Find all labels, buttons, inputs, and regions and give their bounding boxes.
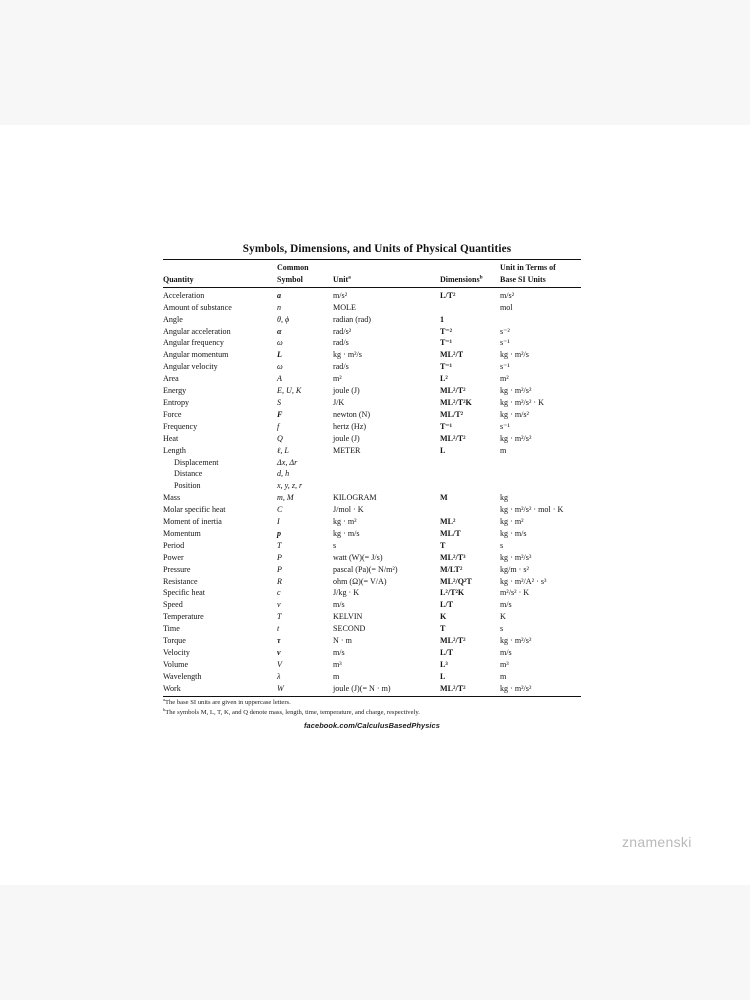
cell-dimensions: L²/T²K [440, 588, 465, 598]
cell-symbol: n [277, 302, 282, 312]
cell-dimensions: T⁻¹ [440, 362, 453, 372]
cell-dimensions: ML/T [440, 528, 461, 538]
cell-quantity: Wavelength [163, 671, 202, 681]
cell-dimensions: L³ [440, 659, 448, 669]
header-si-line1: Unit in Terms of [500, 263, 556, 272]
header-spacer-dimensions [440, 261, 500, 274]
cell-quantity: Power [163, 552, 184, 562]
cell-symbol: Δx, Δr⃗ [277, 457, 304, 467]
attribution-link[interactable]: facebook.com/CalculusBasedPhysics [304, 720, 440, 730]
table-title: Symbols, Dimensions, and Units of Physical Quantities [242, 243, 512, 255]
table-row [163, 623, 581, 635]
cell-si-unit: kg · m²/s² · mol · K [500, 505, 564, 515]
cell-quantity: Work [163, 683, 277, 696]
table-row [163, 599, 581, 611]
cell-si-unit: s⁻² [500, 326, 510, 336]
header-row-lower [163, 274, 581, 287]
cell-si-unit: s⁻¹ [500, 362, 510, 372]
cell-symbol: λ [277, 671, 281, 681]
cell-symbol: V [277, 659, 282, 669]
cell-symbol: v⃗ [277, 648, 287, 657]
cell-symbol: P [277, 552, 282, 562]
table-row [163, 457, 581, 469]
cell-quantity: Energy [163, 386, 187, 396]
header-common: Common [277, 263, 309, 272]
cell-quantity: Velocity [163, 648, 190, 657]
cell-si-unit [500, 457, 581, 469]
cell-si-unit: mol [500, 302, 513, 312]
cell-dimensions: T⁻¹ [440, 421, 453, 431]
cell-unit: MOLE [333, 302, 356, 312]
cell-si-unit: kg [500, 493, 509, 503]
cell-dimensions: ML/T² [440, 409, 464, 419]
cell-symbol: T [277, 540, 282, 550]
table-row [163, 385, 581, 397]
table-row [163, 647, 581, 659]
cell-symbol: x, y, z, r⃗ [277, 481, 309, 491]
cell-dimensions: 1 [440, 314, 445, 324]
cell-unit: kg · m²/s [333, 350, 362, 360]
cell-unit: m² [333, 374, 342, 384]
table-row [163, 516, 581, 528]
table-row [163, 373, 581, 385]
cell-si-unit: kg · m²/s³ [500, 552, 532, 562]
cell-quantity: Angular velocity [163, 362, 218, 372]
cell-si-unit: m [500, 671, 507, 681]
cell-symbol: C [277, 505, 283, 515]
table-row [163, 349, 581, 361]
table-row [163, 528, 581, 540]
table-row [163, 576, 581, 588]
cell-symbol: T [277, 612, 282, 622]
cell-unit: KILOGRAM [333, 493, 377, 503]
cell-si-unit: kg · m²/s² · K [500, 397, 544, 407]
cell-quantity: Length [163, 445, 186, 455]
cell-symbol: S [277, 397, 282, 407]
cell-unit: J/mol · K [333, 505, 364, 515]
cell-unit: METER [333, 445, 361, 455]
cell-si-unit: m [500, 445, 507, 455]
cell-symbol: θ, ϕ [277, 314, 290, 324]
table-row [163, 287, 581, 301]
cell-dimensions: ML²/T² [440, 636, 466, 646]
cell-symbol: c [277, 588, 281, 598]
cell-si-unit: s⁻¹ [500, 338, 510, 348]
table-header [163, 260, 581, 288]
cell-dimensions: T [440, 540, 446, 550]
top-background-band [0, 0, 750, 125]
header-quantity: Quantity [163, 274, 277, 287]
table-row [163, 302, 581, 314]
cell-dimensions: L/T [440, 600, 454, 610]
cell-dimensions: T⁻¹ [440, 338, 453, 348]
cell-unit: joule (J)(= N · m) [333, 683, 440, 696]
cell-unit: kg · m² [333, 517, 357, 527]
cell-dimensions: ML²/Q²T [440, 576, 472, 586]
cell-quantity: Angular momentum [163, 350, 229, 360]
cell-symbol: p⃗ [277, 528, 288, 538]
cell-unit: N · m [333, 636, 352, 646]
cell-symbol: ℓ, L [277, 445, 289, 455]
header-symbol: Symbol [277, 274, 333, 287]
cell-si-unit: K [500, 612, 506, 622]
cell-unit [333, 480, 440, 492]
cell-dimensions: L [440, 671, 446, 681]
cell-unit: hertz (Hz) [333, 421, 367, 431]
cell-unit: KELVIN [333, 612, 363, 622]
cell-si-unit: kg · m² [500, 517, 524, 527]
cell-unit: m/s [333, 600, 345, 610]
cell-symbol: R [277, 576, 282, 586]
cell-si-unit: m³ [500, 659, 509, 669]
cell-si-unit: kg · m/s [500, 528, 527, 538]
table-row [163, 468, 581, 480]
cell-symbol: F⃗ [277, 409, 289, 419]
cell-unit: watt (W)(= J/s) [333, 552, 383, 562]
table-row [163, 683, 581, 696]
footnote-b-marker: b [163, 706, 166, 712]
cell-dimensions [440, 504, 500, 516]
header-unit-label: Unit [333, 274, 349, 284]
cell-unit: kg · m/s [333, 528, 360, 538]
document-sheet [0, 125, 750, 885]
cell-quantity: Volume [163, 659, 189, 669]
cell-si-unit: kg · m²/A² · s³ [500, 576, 547, 586]
cell-si-unit [500, 480, 581, 492]
cell-quantity-indented: Distance [174, 469, 203, 479]
cell-si-unit [500, 468, 581, 480]
cell-symbol: a⃗ [277, 290, 288, 300]
cell-quantity: Amount of substance [163, 302, 232, 312]
cell-unit: pascal (Pa)(= N/m²) [333, 564, 398, 574]
footnote-a-text: The base SI units are given in uppercase letters. [164, 698, 291, 706]
cell-si-unit: kg · m²/s² [500, 683, 581, 696]
cell-quantity: Specific heat [163, 588, 206, 598]
cell-unit: J/K [333, 397, 345, 407]
cell-dimensions: ML²/T²K [440, 397, 472, 407]
header-dimensions-footnote-marker: b [479, 274, 483, 281]
table-row [163, 361, 581, 373]
cell-quantity: Entropy [163, 397, 190, 407]
cell-quantity: Force [163, 409, 182, 419]
cell-symbol: v [277, 600, 281, 610]
cell-si-unit: kg · m²/s² [500, 433, 532, 443]
cell-quantity: Temperature [163, 612, 204, 622]
cell-si-unit: kg · m²/s [500, 350, 529, 360]
cell-quantity: Frequency [163, 421, 198, 431]
cell-dimensions: L/T [440, 648, 454, 657]
header-spacer-unit [333, 261, 440, 274]
cell-symbol: Q [277, 433, 283, 443]
table-row [163, 480, 581, 492]
cell-quantity: Moment of inertia [163, 517, 222, 527]
cell-quantity: Angle [163, 314, 183, 324]
cell-dimensions [440, 457, 500, 469]
cell-unit: ohm (Ω)(= V/A) [333, 576, 387, 586]
cell-si-unit: kg · m²/s² [500, 636, 532, 646]
cell-symbol: t [277, 624, 280, 634]
cell-dimensions: M [440, 493, 448, 503]
cell-symbol: τ⃗ [277, 636, 287, 646]
table-row [163, 552, 581, 564]
cell-unit: joule (J) [333, 433, 360, 443]
cell-unit: SECOND [333, 624, 366, 634]
cell-symbol: α⃗ [277, 326, 288, 336]
table-row [163, 397, 581, 409]
header-dimensions [440, 274, 500, 287]
cell-quantity: Pressure [163, 564, 191, 574]
cell-symbol: P [277, 564, 282, 574]
cell-quantity: Torque [163, 636, 186, 646]
cell-dimensions [440, 468, 500, 480]
cell-dimensions: T [440, 624, 446, 634]
cell-unit: newton (N) [333, 409, 371, 419]
cell-dimensions: L² [440, 374, 448, 384]
table-row [163, 671, 581, 683]
cell-dimensions: L/T² [440, 290, 456, 300]
header-row-upper [163, 261, 581, 274]
table-row [163, 421, 581, 433]
cell-unit: rad/s [333, 362, 349, 372]
cell-si-unit: kg · m/s² [500, 409, 529, 419]
footnote-b [163, 708, 581, 718]
cell-unit: rad/s² [333, 326, 352, 336]
cell-symbol: ω [277, 338, 283, 348]
cell-unit: m/s² [333, 290, 348, 300]
cell-unit: m³ [333, 659, 342, 669]
header-dimensions-label: Dimensions [440, 274, 480, 284]
header-si-line2: Base SI Units [500, 274, 581, 287]
cell-si-unit: kg/m · s² [500, 564, 529, 574]
table-body [163, 287, 581, 696]
cell-symbol: A [277, 374, 282, 384]
cell-dimensions: T⁻² [440, 326, 453, 336]
table-row [163, 504, 581, 516]
cell-dimensions: M/LT² [440, 564, 463, 574]
watermark: znamenski [622, 834, 692, 850]
cell-quantity: Momentum [163, 528, 201, 538]
table-row [163, 564, 581, 576]
cell-dimensions: ML²/T² [440, 386, 466, 396]
cell-unit [333, 457, 440, 469]
table-row [163, 433, 581, 445]
cell-unit [333, 468, 440, 480]
cell-si-unit: s [500, 624, 504, 634]
cell-unit: m/s [333, 648, 345, 657]
cell-symbol: d, h [277, 469, 290, 479]
header-unit-footnote-marker: a [348, 274, 351, 281]
cell-unit: rad/s [333, 338, 349, 348]
table-row [163, 659, 581, 671]
header-unit [333, 274, 440, 287]
cell-si-unit: m²/s² · K [500, 588, 530, 598]
cell-quantity: Speed [163, 600, 183, 610]
cell-dimensions [440, 480, 500, 492]
footnote-a [163, 698, 581, 708]
cell-si-unit [500, 314, 581, 326]
table-row [163, 587, 581, 599]
cell-unit: m [333, 671, 340, 681]
cell-si-unit: m/s [500, 648, 512, 657]
cell-symbol: L⃗ [277, 350, 289, 360]
cell-dimensions: ML²/T³ [440, 552, 466, 562]
header-spacer-quantity [163, 261, 277, 274]
cell-dimensions: ML² [440, 517, 456, 527]
cell-quantity: Time [163, 624, 180, 634]
cell-quantity: Molar specific heat [163, 505, 226, 515]
footnote-a-marker: a [163, 696, 165, 702]
cell-quantity-indented: Displacement [174, 457, 219, 467]
cell-quantity: Resistance [163, 576, 198, 586]
cell-dimensions [440, 302, 500, 314]
table-row [163, 611, 581, 623]
cell-quantity-indented: Position [174, 481, 201, 491]
cell-symbol: f [277, 421, 280, 431]
bottom-background-band [0, 885, 750, 1000]
table-row [163, 540, 581, 552]
table-row [163, 445, 581, 457]
cell-quantity: Angular acceleration [163, 326, 231, 336]
cell-dimensions: K [440, 612, 447, 622]
cell-quantity: Acceleration [163, 290, 205, 300]
physical-quantities-table [163, 259, 581, 697]
cell-quantity [163, 468, 277, 480]
cell-dimensions: ML²/T² [440, 433, 466, 443]
cell-unit: J/kg · K [333, 588, 360, 598]
table-row [163, 337, 581, 349]
cell-quantity [163, 480, 277, 492]
cell-si-unit: m² [500, 374, 509, 384]
table-row [163, 635, 581, 647]
cell-si-unit: s⁻¹ [500, 421, 510, 431]
cell-si-unit: s [500, 540, 504, 550]
cell-symbol: ω⃗ [277, 362, 290, 372]
cell-dimensions: ML²/T [440, 350, 464, 360]
cell-quantity: Angular frequency [163, 338, 224, 348]
cell-quantity [163, 457, 277, 469]
cell-symbol: I [277, 517, 280, 527]
cell-symbol: W [277, 683, 333, 696]
table-footnotes [163, 698, 581, 718]
cell-symbol: m, M [277, 493, 294, 503]
cell-quantity: Area [163, 374, 179, 384]
cell-quantity: Heat [163, 433, 179, 443]
table-row [163, 492, 581, 504]
cell-symbol: E, U, K [277, 386, 302, 396]
table-row [163, 314, 581, 326]
cell-unit: radian (rad) [333, 314, 371, 324]
cell-unit: joule (J) [333, 386, 360, 396]
footnote-b-text: The symbols M, L, T, K, and Q denote mass, length, time, temperature, and charge, respectively. [165, 708, 420, 716]
table-row [163, 326, 581, 338]
table-row [163, 409, 581, 421]
physics-reference-table-block [163, 243, 581, 730]
cell-dimensions: L [440, 445, 446, 455]
cell-si-unit: m/s [500, 600, 512, 610]
cell-dimensions: ML²/T² [440, 683, 500, 696]
cell-quantity: Mass [163, 493, 181, 503]
cell-quantity: Period [163, 540, 185, 550]
cell-si-unit: kg · m²/s² [500, 386, 532, 396]
cell-si-unit: m/s² [500, 290, 515, 300]
cell-unit: s [333, 540, 337, 550]
